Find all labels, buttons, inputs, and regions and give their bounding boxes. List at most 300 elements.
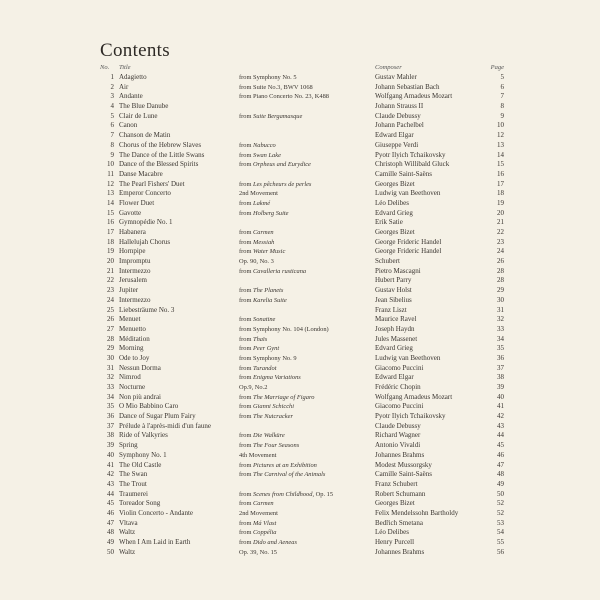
- row-number: 25: [107, 305, 114, 314]
- row-title: Menuetto: [119, 324, 146, 333]
- row-page: 28: [497, 276, 504, 285]
- row-source-work: Swan Lake: [253, 151, 281, 159]
- row-source: [239, 519, 373, 529]
- row-source-work: Messiah: [253, 238, 275, 246]
- row-page: 38: [497, 373, 504, 382]
- contents-row: [100, 509, 505, 519]
- row-composer: Johannes Brahms: [375, 547, 425, 556]
- row-number: 5: [110, 111, 114, 120]
- contents-row: [100, 83, 505, 93]
- row-composer: Georges Bizet: [375, 228, 415, 236]
- row-source-prefix: from Symphony No. 9: [239, 354, 297, 362]
- row-page: 48: [497, 470, 504, 479]
- row-number: 33: [107, 383, 114, 391]
- row-page: 34: [497, 334, 504, 343]
- row-source-work: Carmen: [253, 500, 274, 508]
- row-number: 7: [110, 131, 114, 140]
- row-source-prefix: from: [239, 316, 254, 324]
- row-page: 44: [497, 431, 504, 440]
- row-source-work: Thaïs: [253, 335, 268, 343]
- contents-row: [100, 160, 505, 170]
- contents-row: [100, 402, 505, 412]
- row-source-work: The Four Seasons: [253, 442, 300, 450]
- contents-row: [100, 480, 505, 490]
- row-source: [239, 267, 373, 277]
- row-source-prefix: 2nd Movement: [239, 190, 278, 198]
- row-composer: Frédéric Chopin: [375, 383, 421, 391]
- row-number: 27: [107, 324, 114, 333]
- contents-row: [100, 238, 505, 248]
- column-header-title: Title: [119, 64, 131, 71]
- row-composer: Johannes Brahms: [375, 450, 425, 459]
- row-title: Canon: [119, 121, 138, 130]
- row-source-prefix: from: [239, 287, 254, 295]
- row-source-work: Peer Gynt: [253, 345, 280, 353]
- row-number: 31: [107, 363, 114, 372]
- row-composer: Maurice Ravel: [375, 315, 417, 324]
- row-source: [239, 528, 373, 538]
- row-page: 8: [500, 102, 504, 111]
- row-source-work: Cavalleria rusticana: [253, 267, 307, 275]
- contents-row: [100, 393, 505, 403]
- row-composer: Johann Pachelbel: [375, 121, 424, 130]
- row-source: [239, 73, 373, 83]
- row-title: The Dance of the Little Swans: [119, 150, 205, 159]
- row-number: 45: [107, 499, 114, 508]
- row-page: 39: [497, 383, 504, 391]
- row-composer: Robert Schumann: [375, 489, 426, 498]
- contents-row: [100, 412, 505, 422]
- row-title: Nocturne: [119, 383, 146, 391]
- row-title: Clair de Lune: [119, 111, 158, 120]
- row-page: 12: [497, 131, 504, 140]
- row-number: 28: [107, 334, 114, 343]
- row-page: 18: [497, 189, 504, 198]
- row-source: [239, 286, 373, 296]
- row-source-work: Water Music: [253, 248, 286, 256]
- contents-row: [100, 470, 505, 480]
- row-title: Adagietto: [119, 73, 147, 81]
- row-page: 22: [497, 228, 504, 236]
- row-source-prefix: 2nd Movement: [239, 509, 278, 517]
- row-source-prefix: from: [239, 461, 254, 469]
- column-header-no: No.: [100, 64, 110, 71]
- contents-row: [100, 102, 505, 112]
- row-page: 53: [497, 518, 504, 527]
- row-number: 19: [107, 247, 114, 256]
- contents-row: [100, 354, 505, 364]
- row-page: 21: [497, 218, 504, 227]
- row-title: Toreador Song: [119, 499, 161, 508]
- row-composer: Camille Saint-Saëns: [375, 470, 432, 479]
- row-title: O Mio Babbino Caro: [119, 402, 179, 411]
- row-number: 23: [107, 286, 114, 295]
- row-page: 31: [497, 305, 504, 314]
- row-composer: Edvard Grieg: [375, 344, 413, 353]
- row-source-prefix: from: [239, 209, 254, 217]
- row-source-prefix: from: [239, 229, 254, 236]
- row-composer: Felix Mendelssohn Bartholdy: [375, 508, 459, 517]
- row-number: 30: [107, 353, 114, 362]
- row-source-work: Lakmé: [253, 199, 271, 207]
- row-number: 46: [107, 508, 114, 517]
- row-source-work: Turandot: [253, 364, 277, 372]
- row-composer: George Frideric Handel: [375, 247, 442, 256]
- row-composer: Léo Delibes: [375, 198, 410, 207]
- row-source: [239, 441, 373, 451]
- row-source-prefix: from: [239, 413, 254, 421]
- row-number: 17: [107, 228, 114, 236]
- row-number: 8: [110, 140, 114, 149]
- row-composer: Erik Satie: [375, 218, 403, 227]
- row-source-prefix: from: [239, 267, 254, 275]
- row-number: 29: [107, 344, 114, 353]
- row-page: 7: [500, 92, 504, 101]
- row-composer: Johann Strauss II: [375, 102, 424, 111]
- row-source: [239, 364, 373, 374]
- row-page: 49: [497, 479, 504, 488]
- row-title: Emperor Concerto: [119, 189, 171, 198]
- row-number: 11: [107, 169, 114, 178]
- row-composer: Ludwig van Beethoven: [375, 189, 441, 198]
- row-source: [239, 402, 373, 412]
- row-source: [239, 92, 373, 102]
- row-source: [239, 373, 373, 383]
- contents-row: [100, 151, 505, 161]
- row-composer: Edward Elgar: [375, 131, 414, 140]
- row-number: 40: [107, 450, 114, 459]
- row-number: 14: [107, 198, 114, 207]
- row-source-prefix: from: [239, 248, 254, 256]
- column-header-composer: Composer: [375, 64, 402, 71]
- row-composer: Christoph Willibald Gluck: [375, 160, 450, 169]
- row-title: Jerusalem: [119, 276, 147, 285]
- contents-row: [100, 335, 505, 345]
- row-composer: Johann Sebastian Bach: [375, 82, 440, 91]
- row-number: 3: [110, 92, 114, 101]
- row-number: 16: [107, 218, 114, 227]
- row-title: Violin Concerto - Andante: [119, 508, 194, 517]
- row-source-prefix: Op.9, No.2: [239, 384, 268, 391]
- row-title: Waltz: [119, 528, 136, 537]
- row-title: The Swan: [119, 470, 148, 479]
- row-number: 6: [110, 121, 114, 130]
- row-source-prefix: from: [239, 364, 254, 372]
- row-number: 43: [107, 479, 114, 488]
- row-composer: Jean Sibelius: [375, 295, 412, 304]
- row-page: 6: [500, 82, 504, 91]
- row-source-work: Karelia Suite: [253, 296, 287, 304]
- row-number: 10: [107, 160, 114, 169]
- row-composer: Franz Schubert: [375, 479, 418, 488]
- row-page: 28: [497, 266, 504, 275]
- contents-row: [100, 538, 505, 548]
- column-header-page: Page: [490, 64, 504, 71]
- contents-row: [100, 364, 505, 374]
- row-source: [239, 151, 373, 161]
- row-source-work: The Planets: [253, 287, 284, 295]
- contents-row: [100, 131, 505, 141]
- row-title: Symphony No. 1: [119, 450, 167, 459]
- row-page: 36: [497, 353, 504, 362]
- row-title: Ode to Joy: [119, 353, 150, 362]
- row-number: 48: [107, 528, 114, 537]
- row-composer: Pietro Mascagni: [375, 266, 421, 275]
- row-source: [239, 509, 373, 519]
- row-source-suffix: , Op. 15: [312, 490, 334, 498]
- row-source-work: The Carnival of the Animals: [253, 471, 326, 479]
- row-page: 41: [497, 402, 504, 411]
- row-number: 18: [107, 237, 114, 246]
- row-source-prefix: from: [239, 345, 254, 353]
- contents-row: [100, 73, 505, 83]
- row-title: The Pearl Fishers' Duet: [119, 179, 185, 188]
- row-source-prefix: from: [239, 432, 254, 440]
- contents-row: [100, 121, 505, 131]
- row-source: [239, 490, 373, 500]
- row-composer: Edward Elgar: [375, 373, 414, 382]
- row-title: Waltz: [119, 547, 136, 556]
- row-source-prefix: from: [239, 500, 254, 508]
- contents-row: [100, 276, 505, 286]
- row-source-work: Nabucco: [253, 141, 276, 149]
- row-title: Vltava: [119, 518, 138, 527]
- row-source: [239, 383, 373, 393]
- row-source-prefix: from: [239, 112, 254, 120]
- row-number: 49: [107, 538, 114, 546]
- row-source-work: Má Vlast: [253, 519, 277, 527]
- row-composer: Giacomo Puccini: [375, 402, 424, 411]
- contents-list: [100, 73, 505, 557]
- row-source: [239, 315, 373, 325]
- row-page: 33: [497, 324, 504, 333]
- row-source-prefix: from Suite No.3, BWV 1068: [239, 83, 313, 91]
- row-source: [239, 296, 373, 306]
- contents-row: [100, 490, 505, 500]
- row-composer: Léo Delibes: [375, 528, 410, 537]
- row-page: 55: [497, 538, 504, 546]
- row-source-prefix: from: [239, 442, 254, 450]
- row-source-work: The Nutcracker: [253, 413, 293, 421]
- row-source: [239, 325, 373, 335]
- row-source: [239, 461, 373, 471]
- row-page: 15: [497, 160, 504, 169]
- row-number: 2: [110, 82, 114, 91]
- row-composer: Pyotr Ilyich Tchaikovsky: [375, 150, 446, 159]
- row-page: 54: [497, 528, 504, 537]
- contents-row: [100, 199, 505, 209]
- row-page: 17: [497, 179, 504, 188]
- row-title: Méditation: [119, 334, 150, 343]
- row-source-prefix: from: [239, 141, 254, 149]
- row-source-prefix: from: [239, 180, 254, 188]
- row-source: [239, 112, 373, 122]
- page-title: Contents: [100, 40, 170, 61]
- row-number: 9: [110, 150, 114, 159]
- row-title: Jupiter: [119, 286, 139, 295]
- contents-row: [100, 315, 505, 325]
- row-number: 34: [107, 392, 114, 401]
- row-number: 35: [107, 402, 114, 411]
- row-source: [239, 548, 373, 558]
- row-source-prefix: 4th Movement: [239, 451, 277, 459]
- row-page: 29: [497, 286, 504, 295]
- row-title: Dance of the Blessed Spirits: [119, 160, 199, 169]
- contents-row: [100, 257, 505, 267]
- contents-row: [100, 306, 505, 316]
- row-title: Impromptu: [119, 257, 151, 266]
- contents-row: [100, 296, 505, 306]
- row-number: 32: [107, 373, 114, 382]
- row-source-work: Die Walküre: [253, 432, 285, 440]
- row-number: 50: [107, 547, 114, 556]
- row-number: 12: [107, 179, 114, 188]
- row-source-work: Enigma Variations: [253, 374, 301, 382]
- row-source-prefix: from: [239, 403, 254, 411]
- row-source-prefix: from: [239, 490, 254, 498]
- row-page: 24: [497, 247, 504, 256]
- row-page: 5: [500, 73, 504, 81]
- contents-row: [100, 189, 505, 199]
- row-number: 13: [107, 189, 114, 198]
- row-composer: Joseph Haydn: [375, 324, 415, 333]
- contents-row: [100, 247, 505, 257]
- row-number: 4: [110, 102, 114, 111]
- row-source-prefix: from Piano Concerto No. 23, K488: [239, 93, 329, 101]
- contents-row: [100, 92, 505, 102]
- row-page: 14: [497, 150, 504, 159]
- row-number: 15: [107, 208, 114, 217]
- row-number: 37: [107, 421, 114, 430]
- row-composer: Antonio Vivaldi: [375, 441, 421, 450]
- row-page: 52: [497, 508, 504, 517]
- row-title: The Old Castle: [119, 460, 162, 469]
- row-composer: Gustav Holst: [375, 286, 412, 295]
- row-source-work: Dido and Aeneas: [253, 539, 297, 546]
- row-number: 42: [107, 470, 114, 479]
- row-composer: Richard Wagner: [375, 431, 421, 440]
- row-title: Hallelujah Chorus: [119, 237, 171, 246]
- row-source-work: Carmen: [253, 229, 274, 236]
- row-source: [239, 499, 373, 509]
- row-title: Dance of Sugar Plum Fairy: [119, 412, 196, 421]
- row-page: 43: [497, 421, 504, 430]
- row-title: Gymnopédie No. 1: [119, 218, 173, 227]
- row-source-work: Gianni Schicchi: [253, 403, 295, 411]
- row-source-prefix: Op. 90, No. 3: [239, 258, 274, 266]
- row-page: 35: [497, 344, 504, 353]
- row-composer: Claude Debussy: [375, 111, 421, 120]
- row-title: Non più andrai: [119, 392, 161, 401]
- contents-row: [100, 548, 505, 558]
- row-source: [239, 238, 373, 248]
- contents-row: [100, 218, 505, 228]
- row-title: Air: [119, 82, 129, 91]
- contents-row: [100, 373, 505, 383]
- row-source: [239, 412, 373, 422]
- row-source: [239, 160, 373, 170]
- row-source: [239, 538, 373, 548]
- row-source-prefix: from: [239, 519, 254, 527]
- contents-row: [100, 141, 505, 151]
- row-page: 20: [497, 208, 504, 217]
- row-title: Morning: [119, 344, 144, 353]
- row-number: 1: [110, 73, 114, 81]
- row-title: Ride of Valkyries: [119, 431, 168, 440]
- row-title: Menuet: [119, 315, 141, 324]
- row-number: 47: [107, 518, 114, 527]
- row-number: 22: [107, 276, 114, 285]
- row-composer: Modest Mussorgsky: [375, 460, 432, 469]
- row-source: [239, 83, 373, 93]
- row-title: When I Am Laid in Earth: [119, 538, 191, 546]
- row-composer: Georges Bizet: [375, 179, 415, 188]
- row-title: Flower Duet: [119, 198, 155, 207]
- contents-row: [100, 431, 505, 441]
- row-composer: Edvard Grieg: [375, 208, 413, 217]
- row-title: Hornpipe: [119, 247, 146, 256]
- row-composer: Franz Liszt: [375, 305, 407, 314]
- row-source-work: Scenes from Childhood: [253, 490, 313, 498]
- row-page: 13: [497, 140, 504, 149]
- row-page: 16: [497, 169, 504, 178]
- row-composer: Camille Saint-Saëns: [375, 169, 432, 178]
- contents-row: [100, 383, 505, 393]
- row-composer: Ludwig van Beethoven: [375, 353, 441, 362]
- row-number: 26: [107, 315, 114, 324]
- contents-row: [100, 344, 505, 354]
- row-source-work: Pictures at an Exhibition: [253, 461, 317, 469]
- contents-row: [100, 451, 505, 461]
- row-source: [239, 451, 373, 461]
- row-source: [239, 257, 373, 267]
- row-composer: Giuseppe Verdi: [375, 140, 419, 149]
- row-source: [239, 199, 373, 209]
- row-number: 41: [107, 460, 114, 469]
- row-page: 30: [497, 295, 504, 304]
- row-page: 37: [497, 363, 504, 372]
- row-source: [239, 431, 373, 441]
- contents-row: [100, 519, 505, 529]
- contents-row: [100, 286, 505, 296]
- row-title: Traumerei: [119, 489, 148, 498]
- row-number: 21: [107, 266, 114, 275]
- contents-row: [100, 209, 505, 219]
- row-source-prefix: from: [239, 161, 254, 169]
- row-source: [239, 393, 373, 403]
- row-source-prefix: from Symphony No. 104 (London): [239, 325, 329, 333]
- row-composer: Pyotr Ilyich Tchaikovsky: [375, 412, 446, 421]
- row-composer: Wolfgang Amadeus Mozart: [375, 392, 453, 401]
- row-title: Spring: [119, 441, 138, 450]
- row-composer: Georges Bizet: [375, 499, 415, 508]
- row-composer: Claude Debussy: [375, 421, 421, 430]
- row-page: 10: [497, 121, 504, 130]
- row-composer: Hubert Parry: [375, 276, 412, 285]
- row-source-prefix: from: [239, 393, 254, 401]
- row-page: 45: [497, 441, 504, 450]
- row-source: [239, 335, 373, 345]
- row-source: [239, 344, 373, 354]
- row-source-work: Sonatine: [253, 316, 276, 324]
- row-page: 23: [497, 237, 504, 246]
- row-number: 38: [107, 431, 114, 440]
- row-composer: George Frideric Handel: [375, 237, 442, 246]
- row-page: 40: [497, 392, 504, 401]
- row-source-work: Holberg Suite: [253, 209, 289, 217]
- row-number: 24: [107, 295, 114, 304]
- contents-row: [100, 528, 505, 538]
